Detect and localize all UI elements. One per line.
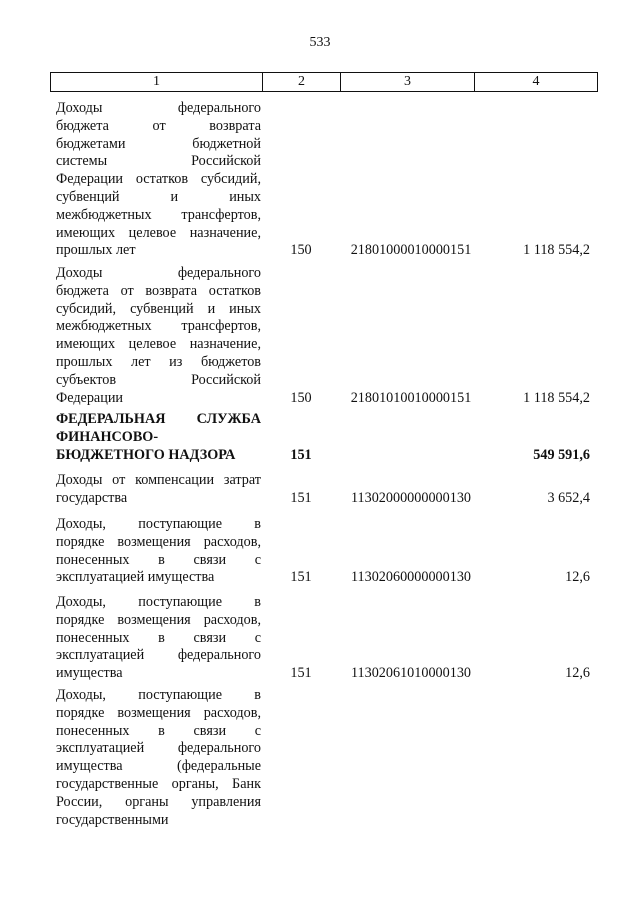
- description-line: государственные органы, Банк: [56, 775, 261, 792]
- row-budget-code: 21801000010000151: [350, 242, 472, 259]
- row-admin-code: 150: [290, 389, 312, 406]
- header-col-4: 4: [532, 74, 540, 89]
- description-line: прошлых лет из бюджетов: [56, 353, 261, 370]
- page-number: 533: [309, 35, 331, 50]
- description-line: субсидий, субвенций и иных: [56, 300, 261, 317]
- description-line: порядке возмещения расходов,: [56, 704, 261, 721]
- description-line: эксплуатацией имущества: [56, 569, 215, 586]
- description-line: эксплуатацией федерального: [56, 740, 261, 757]
- row-description: [56, 100, 261, 260]
- description-line: бюджета от возврата остатков: [56, 282, 261, 299]
- description-line: порядке возмещения расходов,: [56, 611, 261, 628]
- row-description: [56, 594, 261, 683]
- description-line: государства: [56, 489, 128, 506]
- description-line: системы Российской: [56, 153, 261, 170]
- description-line: Федерации: [56, 389, 124, 406]
- description-line: бюджетами бюджетной: [56, 135, 261, 152]
- header-col-3: 3: [341, 73, 475, 91]
- description-line: России, органы управления: [56, 793, 261, 810]
- description-line: понесенных в связи с: [56, 722, 261, 739]
- row-budget-code: 11302060000000130: [350, 569, 472, 586]
- row-admin-code: 151: [290, 569, 312, 586]
- description-line: Доходы, поступающие в: [56, 594, 261, 610]
- row-amount: 12,6: [565, 569, 590, 586]
- row-amount: 12,6: [565, 665, 590, 682]
- description-line: Федерации остатков субсидий,: [56, 171, 261, 188]
- row-admin-code: 150: [290, 242, 312, 259]
- description-line: Доходы, поступающие в: [56, 687, 261, 703]
- description-line: Доходы от компенсации затрат: [56, 472, 261, 488]
- description-line: имеющих целевое назначение,: [56, 336, 261, 353]
- description-line: субъектов Российской: [56, 371, 261, 388]
- description-line: имущества (федеральные: [56, 758, 261, 775]
- description-line: межбюджетных трансфертов,: [56, 318, 261, 335]
- description-line: Доходы федерального: [56, 265, 261, 281]
- description-line: имущества: [56, 665, 123, 682]
- row-amount: 549 591,6: [533, 446, 590, 463]
- row-admin-code: 151: [290, 665, 312, 682]
- header-col-2: 2: [263, 73, 341, 91]
- description-line: субвенций и иных: [56, 188, 261, 205]
- row-description: [56, 411, 261, 464]
- description-line: прошлых лет: [56, 242, 136, 259]
- row-description: [56, 472, 261, 508]
- description-line: Доходы, поступающие в: [56, 516, 261, 532]
- row-description: [56, 516, 261, 587]
- row-budget-code: 11302000000000130: [350, 489, 472, 506]
- row-budget-code: 21801010010000151: [350, 389, 472, 406]
- row-budget-code: 11302061010000130: [350, 665, 472, 682]
- description-line: порядке возмещения расходов,: [56, 533, 261, 550]
- row-description: [56, 265, 261, 407]
- description-line: эксплуатацией федерального: [56, 647, 261, 664]
- description-line: межбюджетных трансфертов,: [56, 206, 261, 223]
- row-admin-code: 151: [290, 489, 312, 506]
- description-line: имеющих целевое назначение,: [56, 224, 261, 241]
- description-line: БЮДЖЕТНОГО НАДЗОРА: [56, 446, 236, 463]
- row-amount: 1 118 554,2: [523, 242, 590, 259]
- description-line: понесенных в связи с: [56, 629, 261, 646]
- description-line: понесенных в связи с: [56, 551, 261, 568]
- description-line: ФЕДЕРАЛЬНАЯ СЛУЖБА: [56, 411, 261, 427]
- row-description: [56, 687, 261, 829]
- header-col-1: 1: [51, 73, 263, 91]
- description-line: ФИНАНСОВО-: [56, 428, 159, 445]
- row-admin-code: 151: [290, 446, 312, 463]
- description-line: бюджета от возврата: [56, 117, 261, 134]
- table-header: [50, 72, 598, 92]
- row-amount: 1 118 554,2: [523, 389, 590, 406]
- row-amount: 3 652,4: [547, 489, 590, 506]
- description-line: государственными: [56, 811, 169, 828]
- description-line: Доходы федерального: [56, 100, 261, 116]
